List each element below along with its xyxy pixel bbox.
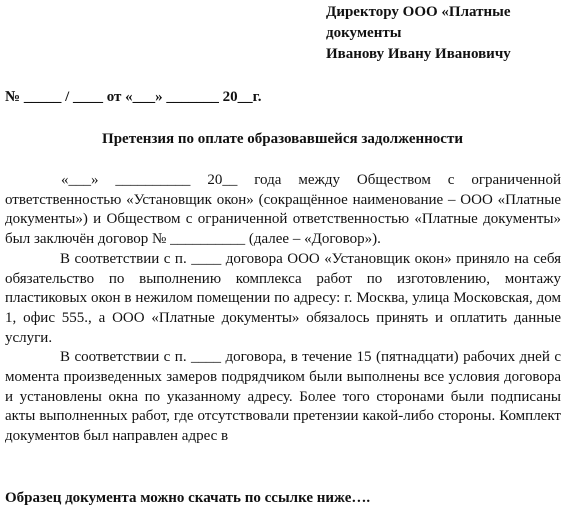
document-number-line: № _____ / ____ от «___» _______ 20__г. (5, 89, 262, 105)
document-body (5, 171, 561, 447)
addressee-block (326, 2, 562, 65)
addressee-line-3: Иванову Ивану Ивановичу (326, 46, 511, 62)
paragraph-performance: В соответствии с п. ____ договора, в течение 15 (пятнадцати) рабочих дней с момента произведенных замеров подрядчиком были выполнены все условия договора и установлены окна по указанному адресу. Более того сторонами были подписаны акты выполненных работ, где отсутствовали претензии какой-либо стороны. Комплект документов был направлен адрес в (5, 349, 561, 445)
download-note: Образец документа можно скачать по ссылке ниже…. (5, 490, 371, 506)
addressee-line-1: Директору ООО «Платные (326, 4, 511, 20)
addressee-line-2: документы (326, 25, 402, 41)
paragraph-obligations: В соответствии с п. ____ договора ООО «Установщик окон» приняло на себя обязательство по выполнению комплекса работ по изготовлению, монтажу пластиковых окон в нежилом помещении по адресу: г. Москва, улица Московская, дом 1, офис 555., а ООО «Платные документы» обязалось принять и оплатить данные услуги. (5, 250, 561, 346)
paragraph-contract: «___» __________ 20__ года между Обществом с ограниченной ответственностью «Установщик окон» (сокращённое наименование – ООО «Платные документы») и Обществом с ограниченной ответственностью «Платные документы» был заключён договор № __________ (далее – «Договор»). (5, 172, 561, 248)
document-title: Претензия по оплате образовавшейся задолженности (102, 131, 463, 147)
